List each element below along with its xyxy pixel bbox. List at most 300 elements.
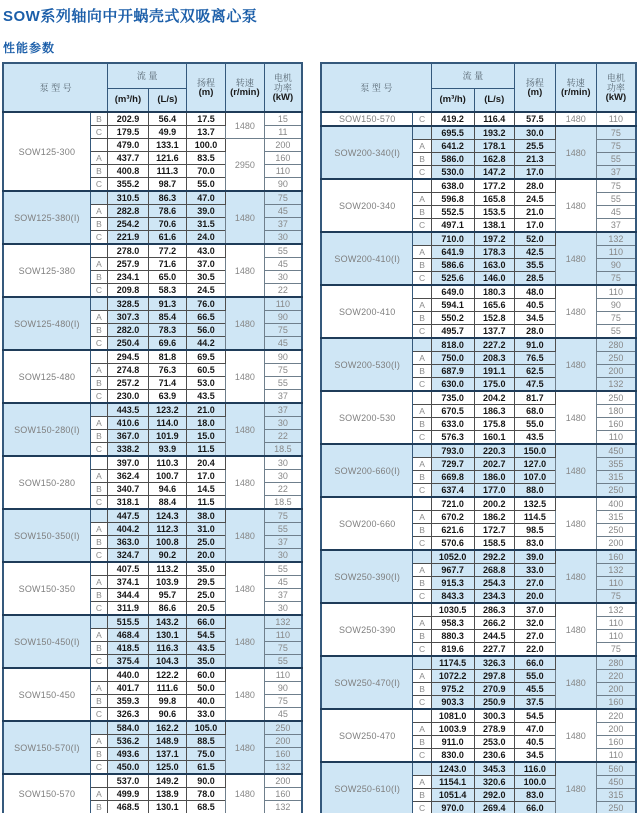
pump-model-cell: SOW200-410(I) [321,232,413,285]
pump-model-cell: SOW200-340(I) [321,126,413,179]
flow-ls-cell: 158.5 [474,537,514,551]
flow-m3h-cell: 641.9 [431,246,474,259]
header-head: 扬程 (m) [514,63,555,112]
table-row [3,403,302,417]
pump-model-cell: SOW250-610(I) [321,762,413,813]
impeller-grade-cell: A [413,617,431,630]
flow-ls-cell: 163.0 [474,259,514,272]
head-cell: 47.0 [514,723,555,736]
power-cell: 90 [264,178,302,192]
speed-cell: 1480 [225,774,264,813]
impeller-grade-cell: C [413,590,431,604]
flow-m3h-cell: 638.0 [431,179,474,193]
head-cell: 17.5 [187,112,226,126]
head-cell: 35.0 [187,562,226,576]
power-cell: 30 [264,456,302,470]
flow-ls-cell: 345.3 [474,762,514,776]
head-cell: 78.0 [187,788,226,801]
table-row [321,550,636,564]
speed-cell: 1480 [555,603,596,656]
impeller-grade-cell [90,297,107,311]
power-cell: 90 [596,299,636,312]
impeller-grade-cell: B [90,483,107,496]
flow-m3h-cell: 586.0 [431,153,474,166]
header-unit-m3h: (m³/h) [431,88,474,112]
impeller-grade-cell: C [90,549,107,563]
flow-m3h-cell: 278.0 [108,244,149,258]
impeller-grade-cell: B [90,430,107,443]
header-speed: 转速 (r/min) [225,63,264,112]
head-cell: 25.5 [514,140,555,153]
power-cell: 37 [264,403,302,417]
flow-ls-cell: 58.3 [148,284,186,298]
flow-m3h-cell: 328.5 [108,297,149,311]
flow-ls-cell: 138.1 [474,219,514,233]
flow-ls-cell: 180.3 [474,285,514,299]
flow-m3h-cell: 750.0 [431,352,474,365]
power-cell: 250 [596,524,636,537]
head-cell: 40.5 [514,299,555,312]
flow-m3h-cell: 596.8 [431,193,474,206]
flow-m3h-cell: 970.0 [431,802,474,813]
speed-cell: 1480 [225,244,264,297]
table-body [3,112,302,813]
flow-m3h-cell: 495.7 [431,325,474,339]
flow-m3h-cell: 729.7 [431,458,474,471]
flow-ls-cell: 124.3 [148,509,186,523]
flow-ls-cell: 253.0 [474,736,514,749]
head-cell: 28.0 [514,325,555,339]
head-cell: 132.5 [514,497,555,511]
impeller-grade-cell: A [413,405,431,418]
flow-m3h-cell: 1003.9 [431,723,474,736]
head-cell: 27.0 [514,577,555,590]
flow-m3h-cell: 324.7 [108,549,149,563]
flow-m3h-cell: 234.1 [108,271,149,284]
flow-m3h-cell: 419.2 [431,112,474,126]
flow-m3h-cell: 437.7 [108,152,149,165]
impeller-grade-cell [90,668,107,682]
head-cell: 61.5 [187,761,226,775]
table-row [321,762,636,776]
flow-ls-cell: 76.3 [148,364,186,377]
power-cell: 75 [264,324,302,337]
head-cell: 39.0 [187,205,226,218]
flow-ls-cell: 71.4 [148,377,186,390]
flow-ls-cell: 125.0 [148,761,186,775]
speed-cell: 1480 [555,709,596,762]
head-cell: 40.0 [187,695,226,708]
header-unit-ls: (L/s) [148,88,186,112]
flow-ls-cell: 56.4 [148,112,186,126]
header-flow: 流 量 [431,63,514,88]
flow-ls-cell: 286.3 [474,603,514,617]
flow-m3h-cell: 735.0 [431,391,474,405]
flow-m3h-cell: 1051.4 [431,789,474,802]
head-cell: 21.3 [514,153,555,166]
impeller-grade-cell: C [90,443,107,457]
flow-m3h-cell: 594.1 [431,299,474,312]
flow-m3h-cell: 410.6 [108,417,149,430]
power-cell: 45 [264,708,302,722]
head-cell: 81.7 [514,391,555,405]
impeller-grade-cell: C [413,378,431,392]
power-cell: 160 [596,736,636,749]
flow-ls-cell: 186.0 [474,471,514,484]
impeller-grade-cell: C [413,643,431,657]
impeller-grade-cell: B [413,471,431,484]
impeller-grade-cell: A [413,776,431,789]
head-cell: 45.5 [514,683,555,696]
head-cell: 34.5 [514,312,555,325]
power-cell: 110 [596,749,636,763]
head-cell: 24.5 [187,284,226,298]
impeller-grade-cell: C [413,802,431,813]
flow-m3h-cell: 911.0 [431,736,474,749]
head-cell: 21.0 [187,403,226,417]
impeller-grade-cell: C [90,761,107,775]
speed-cell: 1480 [225,403,264,456]
impeller-grade-cell [90,139,107,152]
power-cell: 55 [596,325,636,339]
power-cell: 110 [596,246,636,259]
speed-cell: 1480 [555,126,596,179]
table-row [321,179,636,193]
impeller-grade-cell [90,350,107,364]
flow-m3h-cell: 880.3 [431,630,474,643]
head-cell: 37.0 [514,603,555,617]
pump-model-cell: SOW125-300 [3,112,90,191]
flow-ls-cell: 137.1 [148,748,186,761]
power-cell: 200 [596,537,636,551]
head-cell: 50.0 [187,682,226,695]
impeller-grade-cell [90,191,107,205]
table-row [3,721,302,735]
speed-cell: 1480 [555,285,596,338]
flow-ls-cell: 114.0 [148,417,186,430]
flow-m3h-cell: 958.3 [431,617,474,630]
flow-m3h-cell: 202.9 [108,112,149,126]
speed-cell: 1480 [555,497,596,550]
table-row [321,391,636,405]
power-cell: 200 [264,774,302,788]
impeller-grade-cell [413,338,431,352]
flow-m3h-cell: 375.4 [108,655,149,669]
head-cell: 20.5 [187,602,226,616]
impeller-grade-cell: C [413,431,431,445]
impeller-grade-cell: B [413,736,431,749]
flow-m3h-cell: 576.3 [431,431,474,445]
flow-ls-cell: 230.6 [474,749,514,763]
impeller-grade-cell: C [90,284,107,298]
impeller-grade-cell: C [90,496,107,510]
header-power: 电机 功率 (kW) [264,63,302,112]
impeller-grade-cell [413,709,431,723]
power-cell: 160 [596,696,636,710]
speed-cell: 1480 [225,297,264,350]
head-cell: 88.0 [514,484,555,498]
head-cell: 24.5 [514,193,555,206]
pump-model-cell: SOW150-570 [321,112,413,126]
head-cell: 54.5 [187,629,226,642]
power-cell: 110 [264,629,302,642]
head-cell: 35.0 [187,655,226,669]
flow-m3h-cell: 967.7 [431,564,474,577]
speed-cell: 1480 [555,112,596,126]
table-row [3,191,302,205]
flow-ls-cell: 133.1 [148,139,186,152]
flow-m3h-cell: 294.5 [108,350,149,364]
impeller-grade-cell: A [413,511,431,524]
flow-m3h-cell: 326.3 [108,708,149,722]
pump-performance-table-left [2,62,303,813]
flow-ls-cell: 266.2 [474,617,514,630]
head-cell: 76.5 [514,352,555,365]
flow-ls-cell: 147.2 [474,166,514,180]
head-cell: 57.5 [514,112,555,126]
flow-ls-cell: 90.6 [148,708,186,722]
head-cell: 38.0 [187,509,226,523]
power-cell: 110 [264,297,302,311]
head-cell: 56.0 [187,324,226,337]
speed-cell: 1480 [555,179,596,232]
impeller-grade-cell: A [413,352,431,365]
power-cell: 22 [264,430,302,443]
header-flow: 流 量 [108,63,187,88]
flow-ls-cell: 112.3 [148,523,186,536]
flow-m3h-cell: 1174.5 [431,656,474,670]
power-cell: 280 [596,338,636,352]
flow-m3h-cell: 670.5 [431,405,474,418]
flow-ls-cell: 65.0 [148,271,186,284]
power-cell: 37 [264,536,302,549]
impeller-grade-cell: C [413,484,431,498]
flow-ls-cell: 70.6 [148,218,186,231]
flow-m3h-cell: 637.4 [431,484,474,498]
power-cell: 22 [264,483,302,496]
header-model: 泵 型 号 [321,63,431,112]
table-body [321,112,636,813]
flow-m3h-cell: 468.4 [108,629,149,642]
power-cell: 132 [596,564,636,577]
pump-model-cell: SOW150-450 [3,668,90,721]
impeller-grade-cell: C [90,337,107,351]
impeller-grade-cell [90,403,107,417]
flow-ls-cell: 227.2 [474,338,514,352]
head-cell: 69.5 [187,350,226,364]
flow-m3h-cell: 401.7 [108,682,149,695]
head-cell: 18.0 [187,417,226,430]
flow-ls-cell: 116.3 [148,642,186,655]
flow-ls-cell: 160.1 [474,431,514,445]
power-cell: 75 [596,126,636,140]
head-cell: 32.0 [514,617,555,630]
flow-ls-cell: 177.2 [474,179,514,193]
flow-m3h-cell: 570.6 [431,537,474,551]
head-cell: 47.0 [187,191,226,205]
head-cell: 76.0 [187,297,226,311]
pump-model-cell: SOW125-380(I) [3,191,90,244]
speed-cell: 1480 [555,444,596,497]
flow-ls-cell: 95.7 [148,589,186,602]
speed-cell: 1480 [555,550,596,603]
power-cell: 75 [264,642,302,655]
power-cell: 160 [264,748,302,761]
flow-m3h-cell: 282.8 [108,205,149,218]
power-cell: 37 [264,390,302,404]
flow-m3h-cell: 404.2 [108,523,149,536]
pump-model-cell: SOW150-350 [3,562,90,615]
flow-m3h-cell: 254.2 [108,218,149,231]
flow-ls-cell: 244.5 [474,630,514,643]
flow-m3h-cell: 584.0 [108,721,149,735]
power-cell: 200 [596,723,636,736]
impeller-grade-cell: C [413,272,431,286]
impeller-grade-cell [413,762,431,776]
power-cell: 45 [264,337,302,351]
flow-ls-cell: 292.2 [474,550,514,564]
pump-model-cell: SOW200-340 [321,179,413,232]
flow-ls-cell: 186.3 [474,405,514,418]
impeller-grade-cell: C [90,390,107,404]
impeller-grade-cell: B [90,589,107,602]
impeller-grade-cell: B [90,218,107,231]
table-header [321,63,636,112]
power-cell: 132 [596,378,636,392]
power-cell: 55 [264,377,302,390]
flow-ls-cell: 71.6 [148,258,186,271]
flow-m3h-cell: 447.5 [108,509,149,523]
impeller-grade-cell [413,232,431,246]
power-cell: 75 [596,272,636,286]
pump-model-cell: SOW200-660 [321,497,413,550]
impeller-grade-cell: C [90,231,107,245]
flow-ls-cell: 208.3 [474,352,514,365]
power-cell: 55 [264,562,302,576]
flow-ls-cell: 78.3 [148,324,186,337]
head-cell: 33.0 [187,708,226,722]
flow-m3h-cell: 1154.1 [431,776,474,789]
flow-ls-cell: 165.6 [474,299,514,312]
table-header [3,63,302,112]
power-cell: 75 [264,509,302,523]
flow-m3h-cell: 359.3 [108,695,149,708]
impeller-grade-cell: A [90,258,107,271]
pump-model-cell: SOW150-280(I) [3,403,90,456]
impeller-grade-cell: A [90,152,107,165]
power-cell: 37 [596,166,636,180]
flow-ls-cell: 94.6 [148,483,186,496]
power-cell: 250 [596,352,636,365]
power-cell: 315 [596,789,636,802]
power-cell: 220 [596,709,636,723]
impeller-grade-cell: B [90,112,107,126]
impeller-grade-cell: A [413,723,431,736]
impeller-grade-cell [413,550,431,564]
flow-ls-cell: 191.1 [474,365,514,378]
power-cell: 30 [264,602,302,616]
flow-ls-cell: 148.9 [148,735,186,748]
flow-ls-cell: 101.9 [148,430,186,443]
impeller-grade-cell [90,456,107,470]
flow-m3h-cell: 493.6 [108,748,149,761]
impeller-grade-cell: A [90,788,107,801]
flow-m3h-cell: 257.9 [108,258,149,271]
head-cell: 21.0 [514,206,555,219]
flow-ls-cell: 292.0 [474,789,514,802]
flow-ls-cell: 197.2 [474,232,514,246]
head-cell: 25.0 [187,536,226,549]
head-cell: 43.0 [187,244,226,258]
power-cell: 250 [596,802,636,813]
power-cell: 110 [596,617,636,630]
speed-cell: 1480 [555,656,596,709]
flow-ls-cell: 137.7 [474,325,514,339]
head-cell: 68.5 [187,801,226,813]
table-row [321,126,636,140]
speed-cell: 1480 [225,350,264,403]
pump-model-cell: SOW150-570 [3,774,90,813]
flow-ls-cell: 250.9 [474,696,514,710]
head-cell: 24.0 [187,231,226,245]
impeller-grade-cell [90,721,107,735]
head-cell: 90.0 [187,774,226,788]
power-cell: 30 [264,271,302,284]
flow-m3h-cell: 630.0 [431,378,474,392]
head-cell: 25.0 [187,589,226,602]
power-cell: 90 [264,350,302,364]
head-cell: 47.5 [514,378,555,392]
flow-ls-cell: 152.8 [474,312,514,325]
head-cell: 28.0 [514,179,555,193]
flow-ls-cell: 122.2 [148,668,186,682]
power-cell: 160 [264,788,302,801]
flow-ls-cell: 103.9 [148,576,186,589]
flow-ls-cell: 204.2 [474,391,514,405]
power-cell: 110 [596,112,636,126]
impeller-grade-cell [90,509,107,523]
impeller-grade-cell: C [413,537,431,551]
pump-performance-table-right [320,62,637,813]
table-row [3,509,302,523]
impeller-grade-cell: C [413,166,431,180]
power-cell: 110 [596,630,636,643]
power-cell: 160 [264,152,302,165]
header-power: 电机 功率 (kW) [596,63,636,112]
flow-m3h-cell: 340.7 [108,483,149,496]
power-cell: 200 [596,683,636,696]
impeller-grade-cell: A [413,564,431,577]
head-cell: 31.5 [187,218,226,231]
flow-m3h-cell: 374.1 [108,576,149,589]
flow-ls-cell: 200.2 [474,497,514,511]
flow-m3h-cell: 310.5 [108,191,149,205]
head-cell: 37.0 [187,258,226,271]
table-row [3,774,302,788]
power-cell: 22 [264,284,302,298]
table-row [3,112,302,126]
power-cell: 55 [264,523,302,536]
flow-m3h-cell: 311.9 [108,602,149,616]
head-cell: 39.0 [514,550,555,564]
power-cell: 30 [264,417,302,430]
head-cell: 127.0 [514,458,555,471]
flow-m3h-cell: 1052.0 [431,550,474,564]
pump-model-cell: SOW150-450(I) [3,615,90,668]
head-cell: 40.5 [514,736,555,749]
power-cell: 250 [596,484,636,498]
flow-m3h-cell: 307.3 [108,311,149,324]
